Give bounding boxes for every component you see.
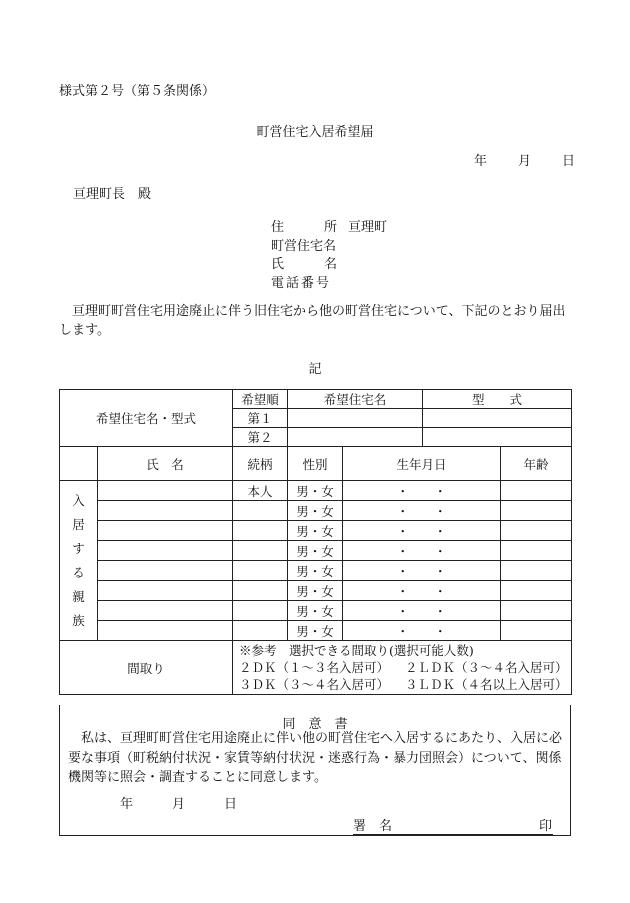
member-sex[interactable]: 男・女 — [288, 501, 343, 521]
date-month: 月 — [518, 154, 532, 169]
member-relation[interactable] — [233, 541, 288, 561]
member-name[interactable] — [98, 601, 233, 621]
member-dob[interactable]: ・ ・ — [343, 601, 501, 621]
consent-section — [59, 705, 571, 836]
madori-option: ３ＬＤＫ（４名以上入居可） — [405, 677, 568, 692]
member-row — [60, 501, 572, 521]
member-sex[interactable]: 男・女 — [288, 621, 343, 641]
madori-notes — [233, 641, 572, 695]
madori-option: ３ＤＫ（３～４名入居可） — [239, 677, 390, 692]
member-sex[interactable]: 男・女 — [288, 581, 343, 601]
name-row — [271, 256, 387, 275]
date-year: 年 — [474, 154, 488, 169]
member-row — [60, 481, 572, 501]
member-name[interactable] — [98, 541, 233, 561]
madori-options-row-1 — [239, 659, 571, 676]
members-label: 入 居 す る 親 族 — [60, 481, 98, 641]
member-age[interactable] — [501, 481, 572, 501]
member-dob[interactable]: ・ ・ — [343, 481, 501, 501]
member-age[interactable] — [501, 601, 572, 621]
madori-options-row-2 — [239, 676, 571, 693]
madori-label: 間取り — [60, 641, 233, 695]
address-value: 亘理町 — [348, 220, 388, 235]
member-age[interactable] — [501, 621, 572, 641]
wish-label: 希望住宅名・型式 — [60, 390, 233, 447]
member-relation[interactable] — [233, 581, 288, 601]
rank-header: 希望順 — [233, 390, 288, 409]
body-text: 亘理町町営住宅用途廃止に伴う旧住宅から他の町営住宅について、下記のとおり届出します。 — [59, 304, 566, 338]
wish-header-row — [60, 390, 572, 409]
member-dob[interactable]: ・ ・ — [343, 501, 501, 521]
rank-2: 第２ — [233, 428, 288, 447]
form-number: 様式第２号（第５条関係） — [59, 84, 216, 99]
col-dob: 生年月日 — [343, 447, 501, 481]
member-name[interactable] — [98, 621, 233, 641]
member-relation[interactable] — [233, 561, 288, 581]
member-row — [60, 581, 572, 601]
member-age[interactable] — [501, 541, 572, 561]
name-label: 氏 名 — [271, 257, 337, 272]
seal-mark: 印 — [539, 819, 553, 834]
member-row — [60, 621, 572, 641]
wish-type-1[interactable] — [423, 409, 572, 428]
wish-type-2[interactable] — [423, 428, 572, 447]
madori-note: ※参考 選択できる間取り(選択可能人数) — [239, 643, 474, 658]
col-sex: 性別 — [288, 447, 343, 481]
application-table — [59, 389, 572, 695]
addressee: 亘理町長 殿 — [73, 187, 152, 202]
member-relation[interactable] — [233, 621, 288, 641]
member-dob[interactable]: ・ ・ — [343, 581, 501, 601]
address-label: 住 所 — [271, 220, 337, 235]
member-row — [60, 561, 572, 581]
phone-label: 電話番号 — [271, 275, 332, 291]
housing-header: 希望住宅名 — [288, 390, 423, 409]
ki-heading: 記 — [308, 362, 322, 377]
member-name[interactable] — [98, 481, 233, 501]
member-row — [60, 521, 572, 541]
address-row — [271, 219, 387, 238]
consent-date-day: 日 — [224, 797, 238, 812]
col-age: 年齢 — [501, 447, 572, 481]
phone-row — [271, 275, 387, 294]
signature-line[interactable] — [353, 815, 553, 835]
member-name[interactable] — [98, 561, 233, 581]
madori-row — [60, 641, 572, 695]
member-header-row — [60, 447, 572, 481]
applicant-block — [271, 219, 387, 293]
col-name: 氏 名 — [98, 447, 233, 481]
date-row — [474, 150, 575, 169]
member-name[interactable] — [98, 581, 233, 601]
member-sex[interactable]: 男・女 — [288, 521, 343, 541]
member-sex[interactable]: 男・女 — [288, 601, 343, 621]
member-age[interactable] — [501, 501, 572, 521]
member-row — [60, 601, 572, 621]
member-age[interactable] — [501, 561, 572, 581]
document-title: 町営住宅入居希望届 — [256, 125, 374, 140]
housing-label: 町営住宅名 — [271, 238, 337, 254]
member-dob[interactable]: ・ ・ — [343, 621, 501, 641]
member-dob[interactable]: ・ ・ — [343, 541, 501, 561]
consent-title: 同 意 書 — [282, 717, 348, 732]
madori-option: ２ＬＤＫ（３～４名入居可） — [405, 660, 568, 675]
member-relation[interactable] — [233, 501, 288, 521]
madori-option: ２ＤＫ（１～３名入居可） — [239, 660, 390, 675]
member-sex[interactable]: 男・女 — [288, 481, 343, 501]
member-sex[interactable]: 男・女 — [288, 561, 343, 581]
member-row — [60, 541, 572, 561]
wish-housing-1[interactable] — [288, 409, 423, 428]
member-dob[interactable]: ・ ・ — [343, 561, 501, 581]
consent-date-month: 月 — [172, 797, 186, 812]
member-age[interactable] — [501, 581, 572, 601]
consent-date-year: 年 — [120, 797, 134, 812]
housing-row — [271, 238, 387, 257]
rank-1: 第１ — [233, 409, 288, 428]
signature-label: 署 名 — [353, 819, 393, 834]
member-name[interactable] — [98, 521, 233, 541]
member-relation[interactable] — [233, 521, 288, 541]
member-dob[interactable]: ・ ・ — [343, 521, 501, 541]
member-name[interactable] — [98, 501, 233, 521]
member-relation: 本人 — [233, 481, 288, 501]
type-header: 型 式 — [423, 390, 572, 409]
blank-corner — [60, 447, 98, 481]
wish-housing-2[interactable] — [288, 428, 423, 447]
member-sex[interactable]: 男・女 — [288, 541, 343, 561]
col-relation: 続柄 — [233, 447, 288, 481]
member-relation[interactable] — [233, 601, 288, 621]
consent-text: 私は、亘理町町営住宅用途廃止に伴い他の町営住宅へ入居するにあたり、入居に必要な事項（町税納付状況・家賃等納付状況・迷惑行為・暴力団照会）について、関係機関等に照会・調査することに同意します。 — [68, 731, 563, 785]
member-age[interactable] — [501, 521, 572, 541]
date-day: 日 — [562, 154, 576, 169]
consent-date — [120, 793, 237, 812]
